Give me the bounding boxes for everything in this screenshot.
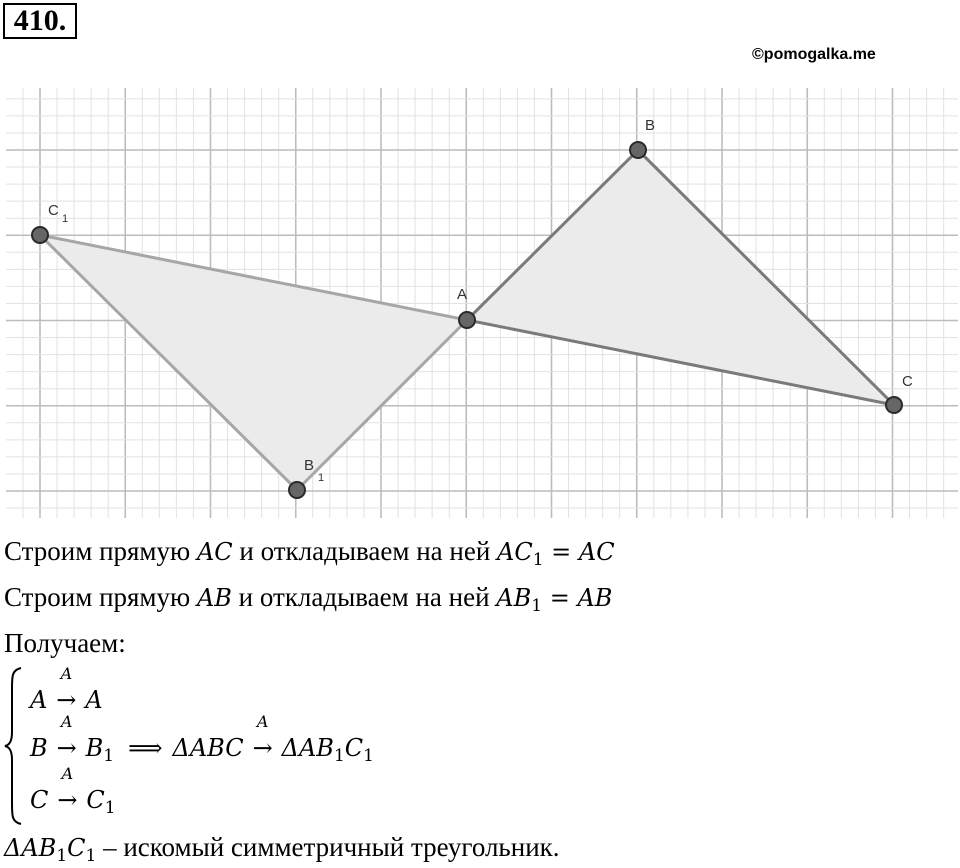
arrow-symmetry: A → bbox=[57, 764, 78, 814]
arrow-symmetry: A → bbox=[56, 664, 77, 714]
text-line-2: Строим прямую AB и откладываем на ней $AB_1$ = AB bbox=[4, 582, 613, 616]
label-b1: B bbox=[304, 457, 315, 474]
geometry-figure bbox=[0, 88, 960, 518]
arrow-symmetry: A → bbox=[56, 712, 77, 762]
system-brace bbox=[3, 666, 23, 826]
label-c1: C bbox=[48, 202, 59, 219]
system-row-2: B A → $B_1$ ⟹ ΔABC A → $\Delta AB_1C_1$ bbox=[30, 712, 374, 766]
point-b bbox=[630, 142, 646, 158]
system-row-1: A A → A bbox=[30, 664, 103, 714]
text-line-1: Строим прямую AC и откладываем на ней $AC_1$ = AC bbox=[4, 536, 615, 570]
point-c bbox=[886, 397, 902, 413]
label-b1-sub: 1 bbox=[318, 472, 325, 484]
problem-number: 410. bbox=[3, 3, 77, 39]
label-c1-sub: 1 bbox=[62, 213, 69, 225]
watermark: ©pomogalka.me bbox=[752, 46, 876, 63]
label-c: C bbox=[902, 373, 913, 390]
point-a bbox=[459, 312, 475, 328]
point-c1 bbox=[32, 227, 48, 243]
label-b: B bbox=[645, 117, 656, 134]
arrow-symmetry: A → bbox=[252, 712, 273, 762]
text-line-3: Получаем: bbox=[4, 628, 126, 658]
triangle-abc bbox=[467, 150, 894, 405]
triangle-ab1c1 bbox=[40, 235, 467, 490]
text-final: $\Delta AB_1C_1$ – искомый симметричный треугольник. bbox=[4, 832, 560, 866]
implies-symbol: ⟹ bbox=[128, 734, 163, 762]
label-a: A bbox=[457, 286, 468, 303]
point-b1 bbox=[289, 482, 305, 498]
system-row-3: C A → $C_1$ bbox=[30, 764, 116, 818]
